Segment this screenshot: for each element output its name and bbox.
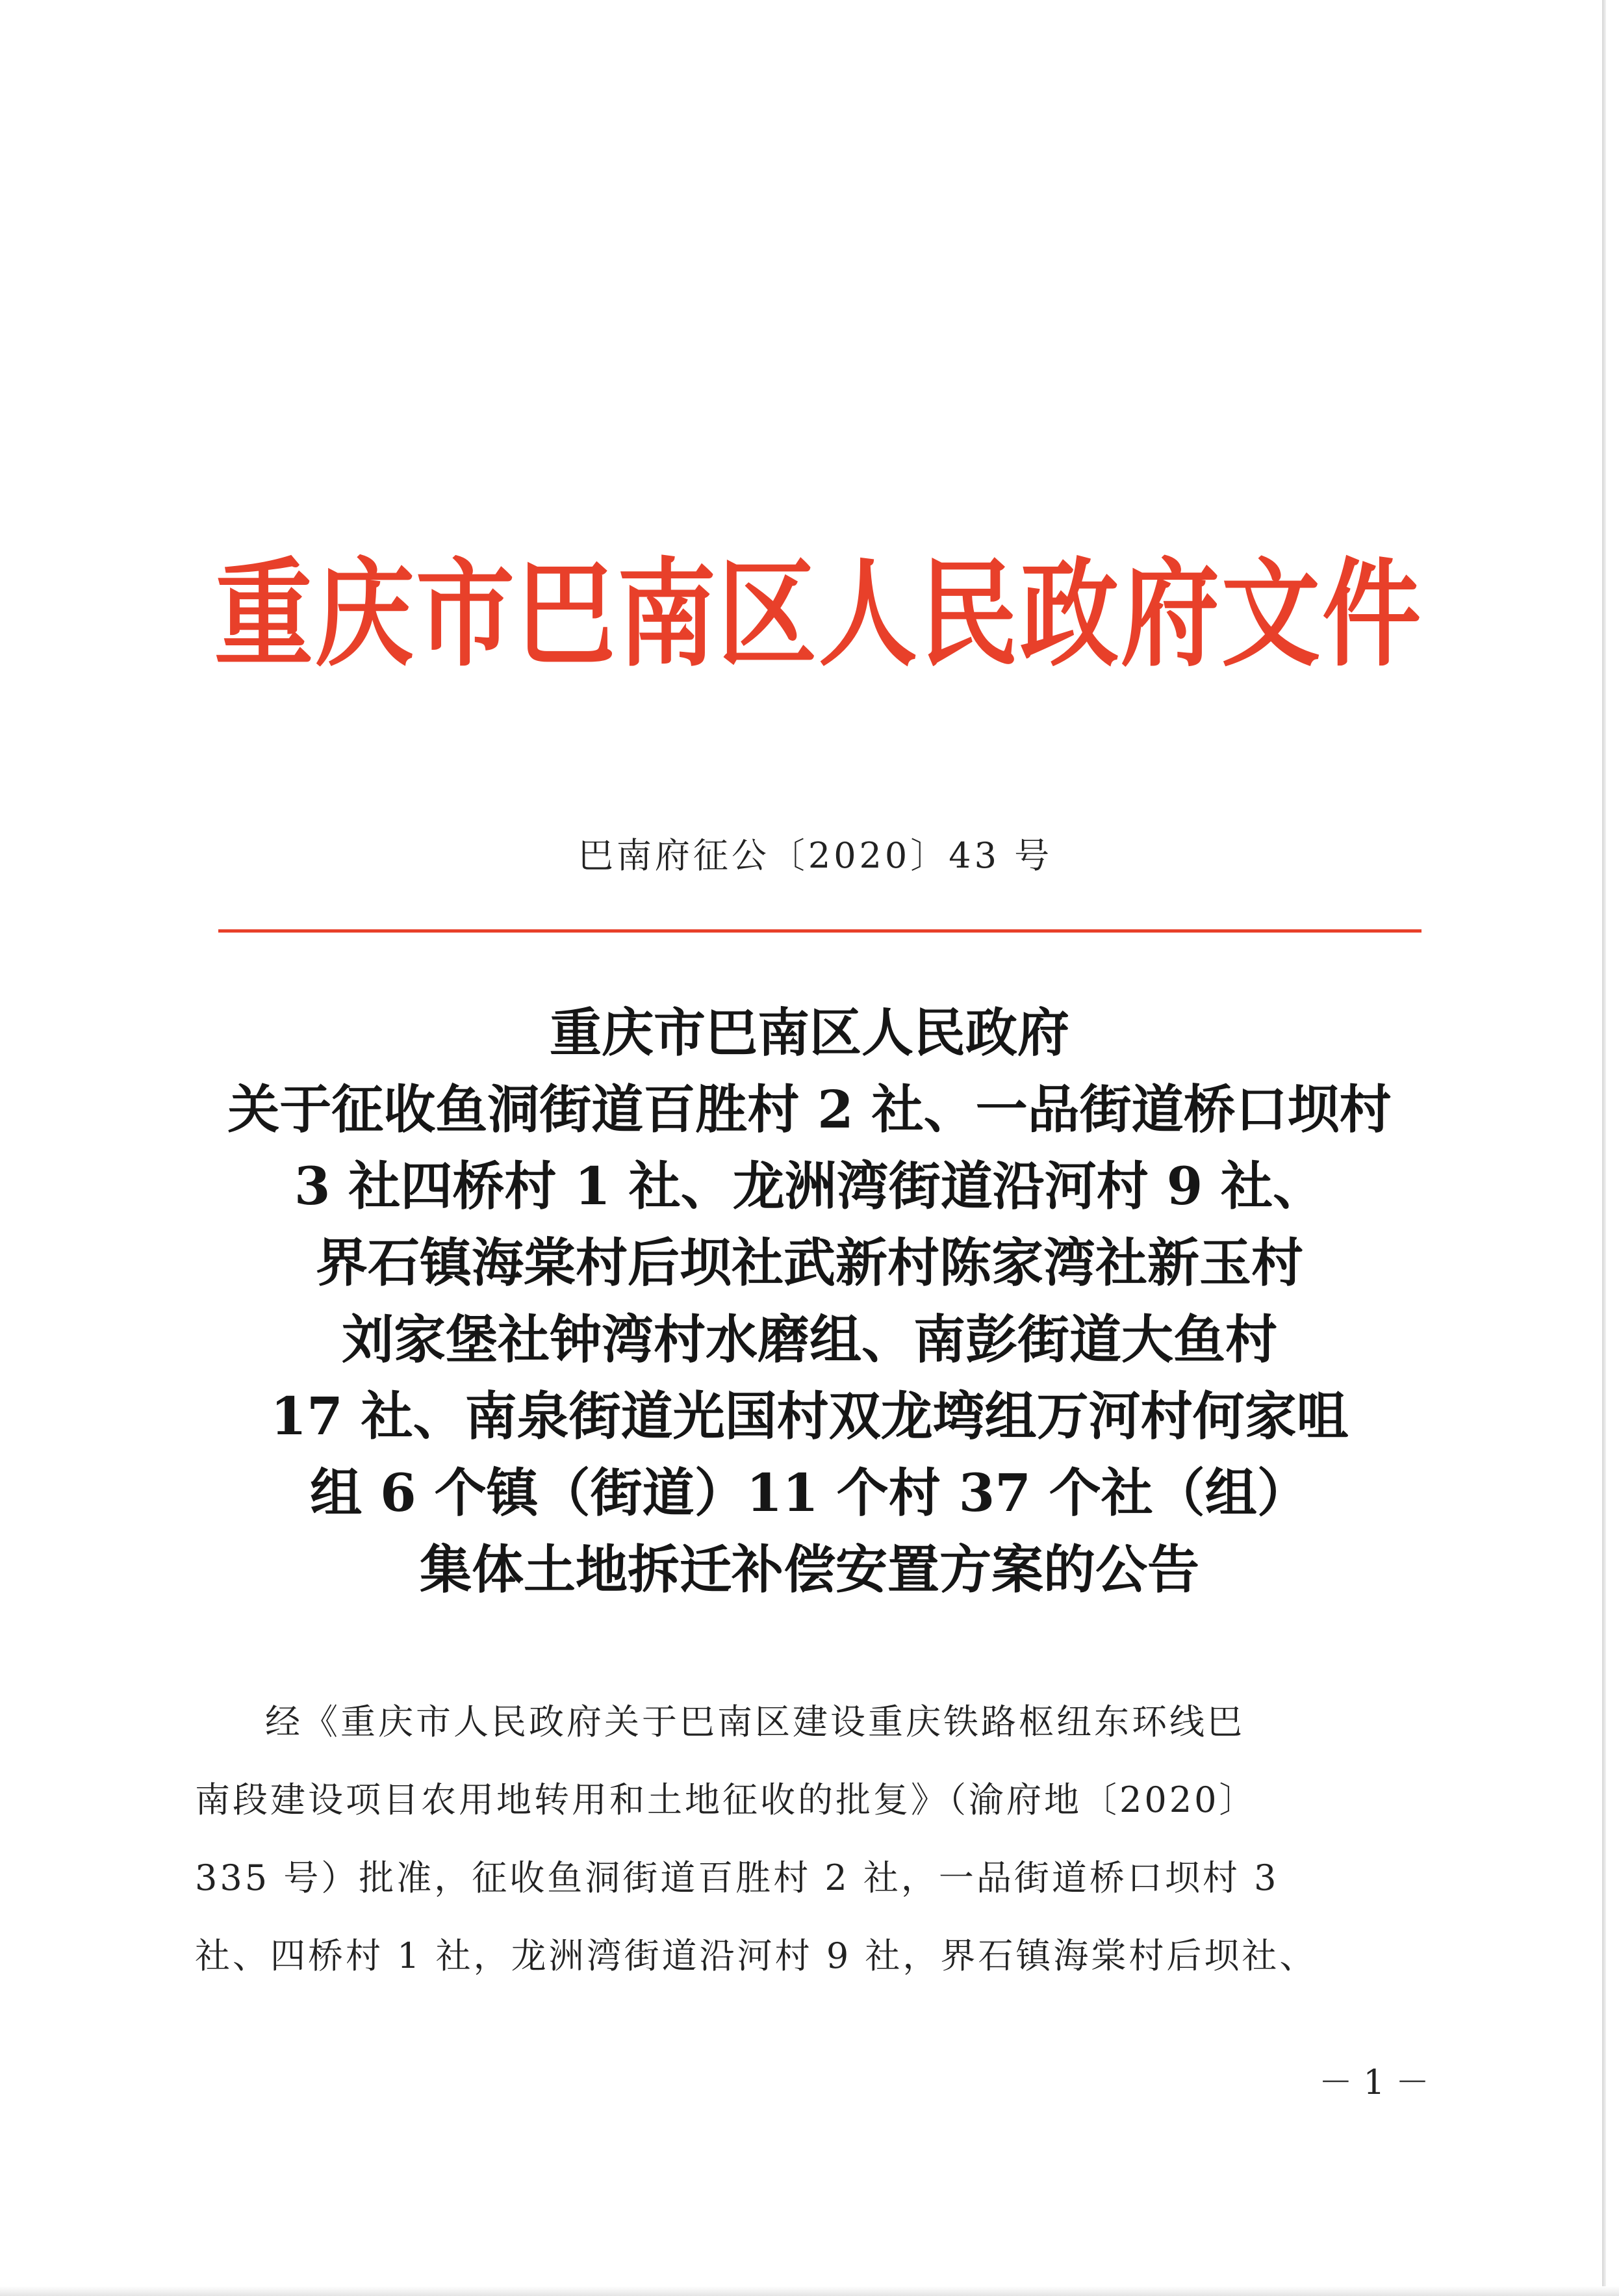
title-line: 17 社、南泉街道光国村双龙塆组万河村何家咀 xyxy=(270,1386,1349,1447)
masthead-title: 重庆市巴南区人民政府文件 xyxy=(214,545,1423,683)
title-line: 刘家堡社钟湾村水磨组、南彭街道大鱼村 xyxy=(342,1309,1277,1370)
scan-edge-right xyxy=(1602,0,1606,2296)
title-line: 重庆市巴南区人民政府 xyxy=(550,1002,1069,1063)
scan-edge-bottom xyxy=(0,2286,1619,2296)
title-line: 3 社四桥村 1 社、龙洲湾街道沿河村 9 社、 xyxy=(294,1155,1325,1217)
title-line: 界石镇海棠村后坝社武新村陈家湾社新玉村 xyxy=(316,1232,1303,1293)
body-line: 南段建设项目农用地转用和土地征收的批复》（渝府地〔2020〕 xyxy=(195,1779,1257,1820)
red-divider-line xyxy=(218,929,1421,933)
document-number: 巴南府征公〔2020〕43 号 xyxy=(578,835,1053,876)
title-line: 集体土地拆迁补偿安置方案的公告 xyxy=(420,1539,1199,1600)
body-line: 社、四桥村 1 社，龙洲湾街道沿河村 9 社，界石镇海棠村后坝社、 xyxy=(195,1935,1318,1976)
title-line: 关于征收鱼洞街道百胜村 2 社、一品街道桥口坝村 xyxy=(227,1079,1392,1140)
announcement-title xyxy=(156,994,1463,1608)
body-line: 335 号）批准，征收鱼洞街道百胜村 2 社，一品街道桥口坝村 3 xyxy=(195,1857,1279,1898)
body-line: 经《重庆市人民政府关于巴南区建设重庆铁路枢纽东环线巴 xyxy=(265,1701,1245,1742)
page-number: － 1 － xyxy=(1318,2063,1429,2102)
title-line: 组 6 个镇（街道）11 个村 37 个社（组） xyxy=(310,1462,1309,1523)
body-paragraph xyxy=(195,1683,1403,1995)
